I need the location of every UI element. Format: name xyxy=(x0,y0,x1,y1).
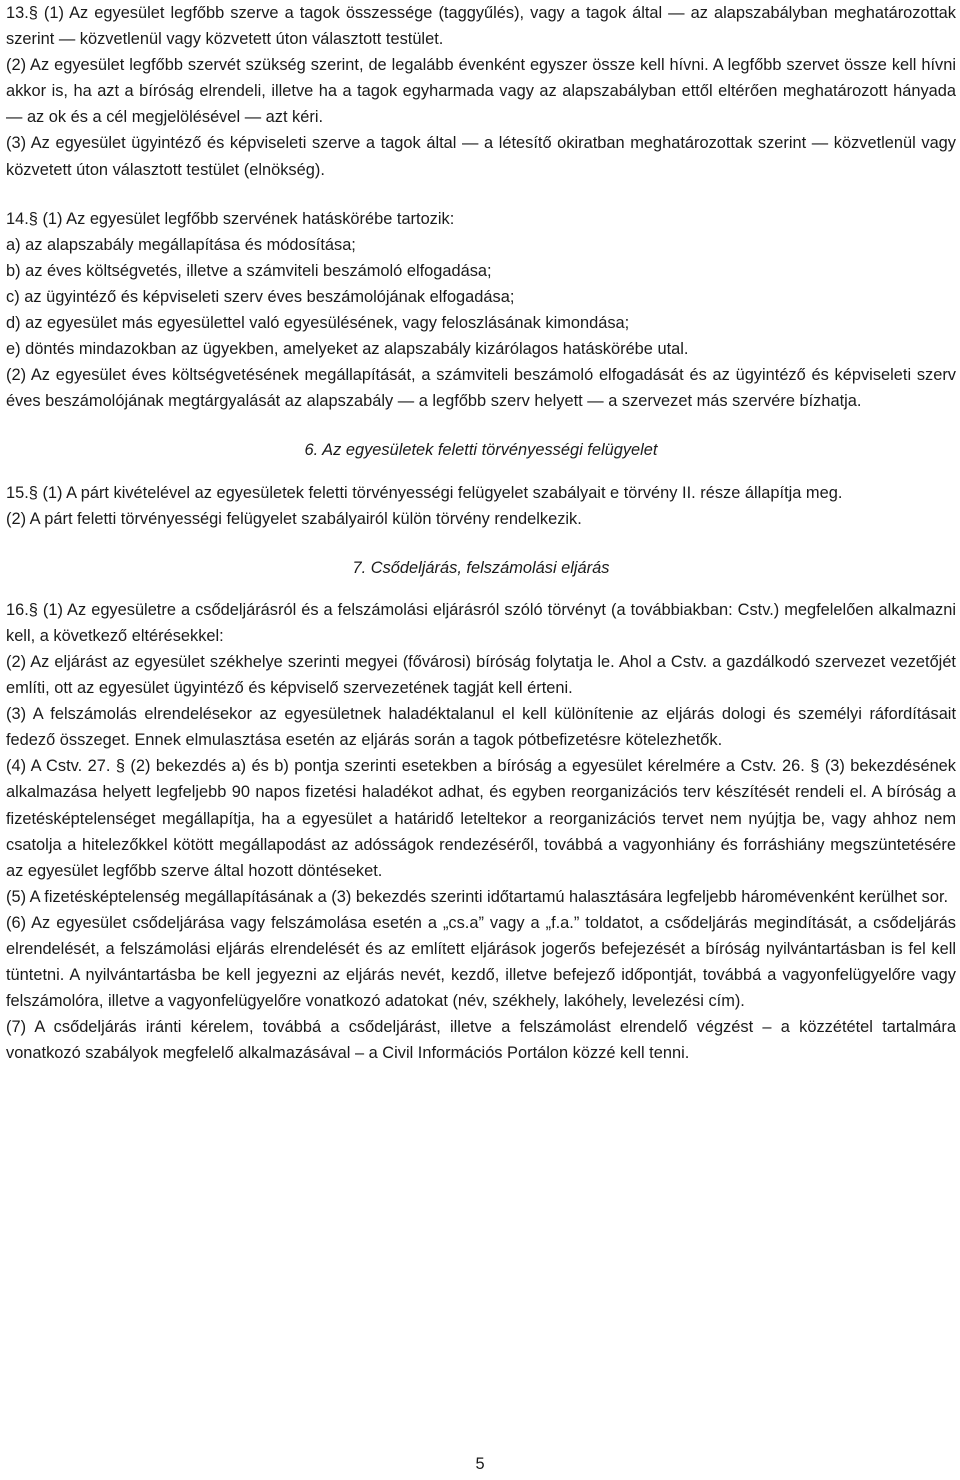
section-15-paragraph-1: 15.§ (1) A párt kivételével az egyesületek feletti törvényességi felügyelet szabályait e törvény II. része állapítja meg. xyxy=(6,483,843,502)
section-16-paragraph-4: (4) A Cstv. 27. § (2) bekezdés a) és b) pontja szerinti esetekben a bíróság a egyesület kérelmére a Cstv. 26. § (3) bekezdésének alkalmazása helyett legfeljebb 90 napos fizetési haladékot adhat, és egyben reorganizációs terv készítését rendeli el. A bíróság a fizetésképtelenséget megállapítja, ha a egyesület a határidő leteltekor a reorganizációs tervet nem nyújtja be, vagy ahhoz nem csatolja a hitelezőkkel kötött megállapodást az adósságok rendezéséről, továbbá a vagyonhiány és forráshiány megszüntetésére az egyesület legfőbb szerve által hozott döntéseket. xyxy=(6,757,956,880)
section-13-paragraph-2: (2) Az egyesület legfőbb szervét szükség szerint, de legalább évenként egyszer össze kell hívni. A legfőbb szervet össze kell hívni akkor is, ha azt a bíróság elrendeli, illetve ha a tagok egyharmada vagy az alapszabályban ettől eltérően meghatározott hányada — az ok és a cél megjelölésével — azt kéri. xyxy=(6,56,956,127)
section-16-paragraph-6: (6) Az egyesület csődeljárása vagy felszámolása esetén a „cs.a” vagy a „f.a.” toldatot, a csődeljárás megindítását, a csődeljárás elrendelését, a felszámolási eljárás elrendelését és az említett eljárások jogerős befejezését a bíróság nyilvántartásban is fel kell tüntetni. A nyilvántartásba be kell jegyezni az eljárás nevét, kezdő, illetve befejező időpontját, továbbá a vagyonfelügyelőre vagy felszámolóra, illetve a vagyonfelügyelőre vonatkozó adatokat (név, székhely, lakóhely, levelezési cím). xyxy=(6,913,956,1011)
chapter-7-heading: 7. Csődeljárás, felszámolási eljárás xyxy=(352,558,610,577)
section-14-paragraph-2: (2) Az egyesület éves költségvetésének megállapítását, a számviteli beszámoló elfogadását és az ügyintéző és képviseleti szerv éves beszámolójának megtárgyalását az alapszabály — a legfőbb szerv helyett — a szervezet más szervére bízhatja. xyxy=(6,366,956,411)
section-14-item-b: b) az éves költségvetés, illetve a számviteli beszámoló elfogadása; xyxy=(6,261,492,280)
section-16-paragraph-5: (5) A fizetésképtelenség megállapításának a (3) bekezdés szerinti időtartamú halasztására legfeljebb háromévenként kerülhet sor. xyxy=(6,887,949,906)
section-14-item-e: e) döntés mindazokban az ügyekben, amelyeket az alapszabály kizárólagos hatáskörébe utal. xyxy=(6,340,689,359)
chapter-6-heading: 6. Az egyesületek feletti törvényességi felügyelet xyxy=(304,441,658,460)
document-page xyxy=(6,0,956,1066)
section-13-paragraph-1: 13.§ (1) Az egyesület legfőbb szerve a tagok összessége (taggyűlés), vagy a tagok által — az alapszabályban meghatározottak szerint — közvetlenül vagy közvetett úton választott testület. xyxy=(6,4,956,49)
section-14-item-c: c) az ügyintéző és képviseleti szerv éves beszámolójának elfogadása; xyxy=(6,287,515,306)
page-number: 5 xyxy=(475,1455,485,1473)
section-16-paragraph-1: 16.§ (1) Az egyesületre a csődeljárásról és a felszámolási eljárásról szóló törvényt (a továbbiakban: Cstv.) megfelelően alkalmazni kell, a következő eltérésekkel: xyxy=(6,600,956,645)
section-15-paragraph-2: (2) A párt feletti törvényességi felügyelet szabályairól külön törvény rendelkezik. xyxy=(6,509,582,528)
section-16-paragraph-7: (7) A csődeljárás iránti kérelem, továbbá a csődeljárást, illetve a felszámolást elrendelő végzést – a közzététel tartalmára vonatkozó szabályok megfelelő alkalmazásával – a Civil Információs Portálon közzé kell tenni. xyxy=(6,1018,956,1063)
section-14-item-d: d) az egyesület más egyesülettel való egyesülésének, vagy feloszlásának kimondása; xyxy=(6,314,630,333)
section-14-item-a: a) az alapszabály megállapítása és módosítása; xyxy=(6,235,356,254)
section-16-paragraph-3: (3) A felszámolás elrendelésekor az egyesületnek haladéktalanul el kell különítenie az eljárás dologi és személyi ráfordításait fedező összeget. Ennek elmulasztása esetén az eljárás során a tagok pótbefizetésre kötelezhetők. xyxy=(6,705,956,750)
section-13-paragraph-3: (3) Az egyesület ügyintéző és képviseleti szerve a tagok által — a létesítő okiratban meghatározottak szerint — közvetlenül vagy közvetett úton választott testület (elnökség). xyxy=(6,134,956,179)
section-16-paragraph-2: (2) Az eljárást az egyesület székhelye szerinti megyei (fővárosi) bíróság folytatja le. Ahol a Cstv. a gazdálkodó szervezet vezetőjét említi, ott az egyesület ügyintéző és képviselő szervezetének tagját kell érteni. xyxy=(6,652,956,698)
section-14-paragraph-1: 14.§ (1) Az egyesület legfőbb szervének hatáskörébe tartozik: xyxy=(6,209,455,228)
